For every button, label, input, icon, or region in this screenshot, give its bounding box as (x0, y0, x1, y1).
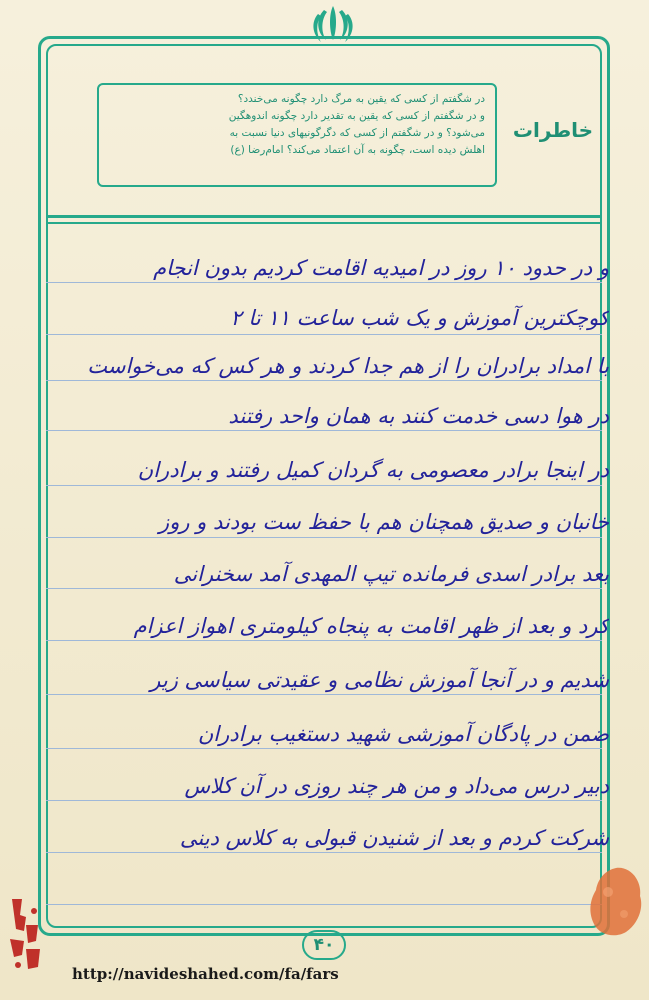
handwritten-line: ضمن در پادگان آموزشی شهید دستغیب برادران (197, 722, 609, 746)
footer-url[interactable]: http://navideshahed.com/fa/fars (72, 965, 339, 983)
handwritten-line: شدیم و در آنجا آموزش نظامی و عقیدتی سیاسی زیر (150, 668, 609, 692)
handwritten-line: بعد برادر اسدی فرمانده تیپ المهدی آمد سخنرانی (173, 562, 609, 586)
quote-box (97, 83, 497, 187)
handwritten-line: در هوا دسی خدمت کنند به همان واحد رفتند (228, 404, 609, 428)
handwritten-line: شرکت کردم و بعد از شنیدن قبولی به کلاس دینی (179, 826, 609, 850)
handwritten-line: و در حدود ۱۰ روز در امیدیه اقامت کردیم بدون انجام (153, 256, 609, 280)
page-title: خاطرات (512, 118, 594, 142)
quote-line: می‌شود؟ و در شگفتم از کسی که دگرگونیهای دنیا نسبت به (229, 127, 485, 139)
quote-line: در شگفتم از کسی که یقین به مرگ دارد چگونه می‌خندد؟ (237, 93, 485, 105)
handwritten-line: خانبان و صدیق همچنان هم با حفظ ست بودند و روز (159, 510, 609, 534)
handwritten-line: کرد و بعد از ظهر اقامت به پنجاه کیلومتری اهواز اعزام (133, 614, 609, 638)
handwritten-line: با امداد برادران را از هم جدا کردند و هر کس که می‌خواست (87, 354, 609, 378)
header-divider (46, 215, 602, 218)
header-divider-secondary (46, 222, 602, 224)
ruled-line (46, 904, 602, 905)
quote-line: و در شگفتم از کسی که یقین به تقدیر دارد چگونه اندوهگین (228, 110, 485, 122)
handwritten-line: دبیر درس می‌داد و من هر چند روزی در آن کلاس (184, 774, 609, 798)
page-number: ۴۰ (302, 930, 346, 960)
title-container (508, 100, 598, 160)
ink-stain (586, 862, 646, 940)
handwritten-line: در اینجا برادر معصومی به گردان کمیل رفتند و برادران (137, 458, 609, 482)
quote-line: اهلش دیده است، چگونه به آن اعتماد می‌کند؟ امام‌رضا (ع) (230, 144, 485, 156)
handwritten-line: کوچکترین آموزش و یک شب ساعت ۱۱ تا ۲ (230, 306, 609, 330)
watermark-logo (4, 895, 46, 975)
